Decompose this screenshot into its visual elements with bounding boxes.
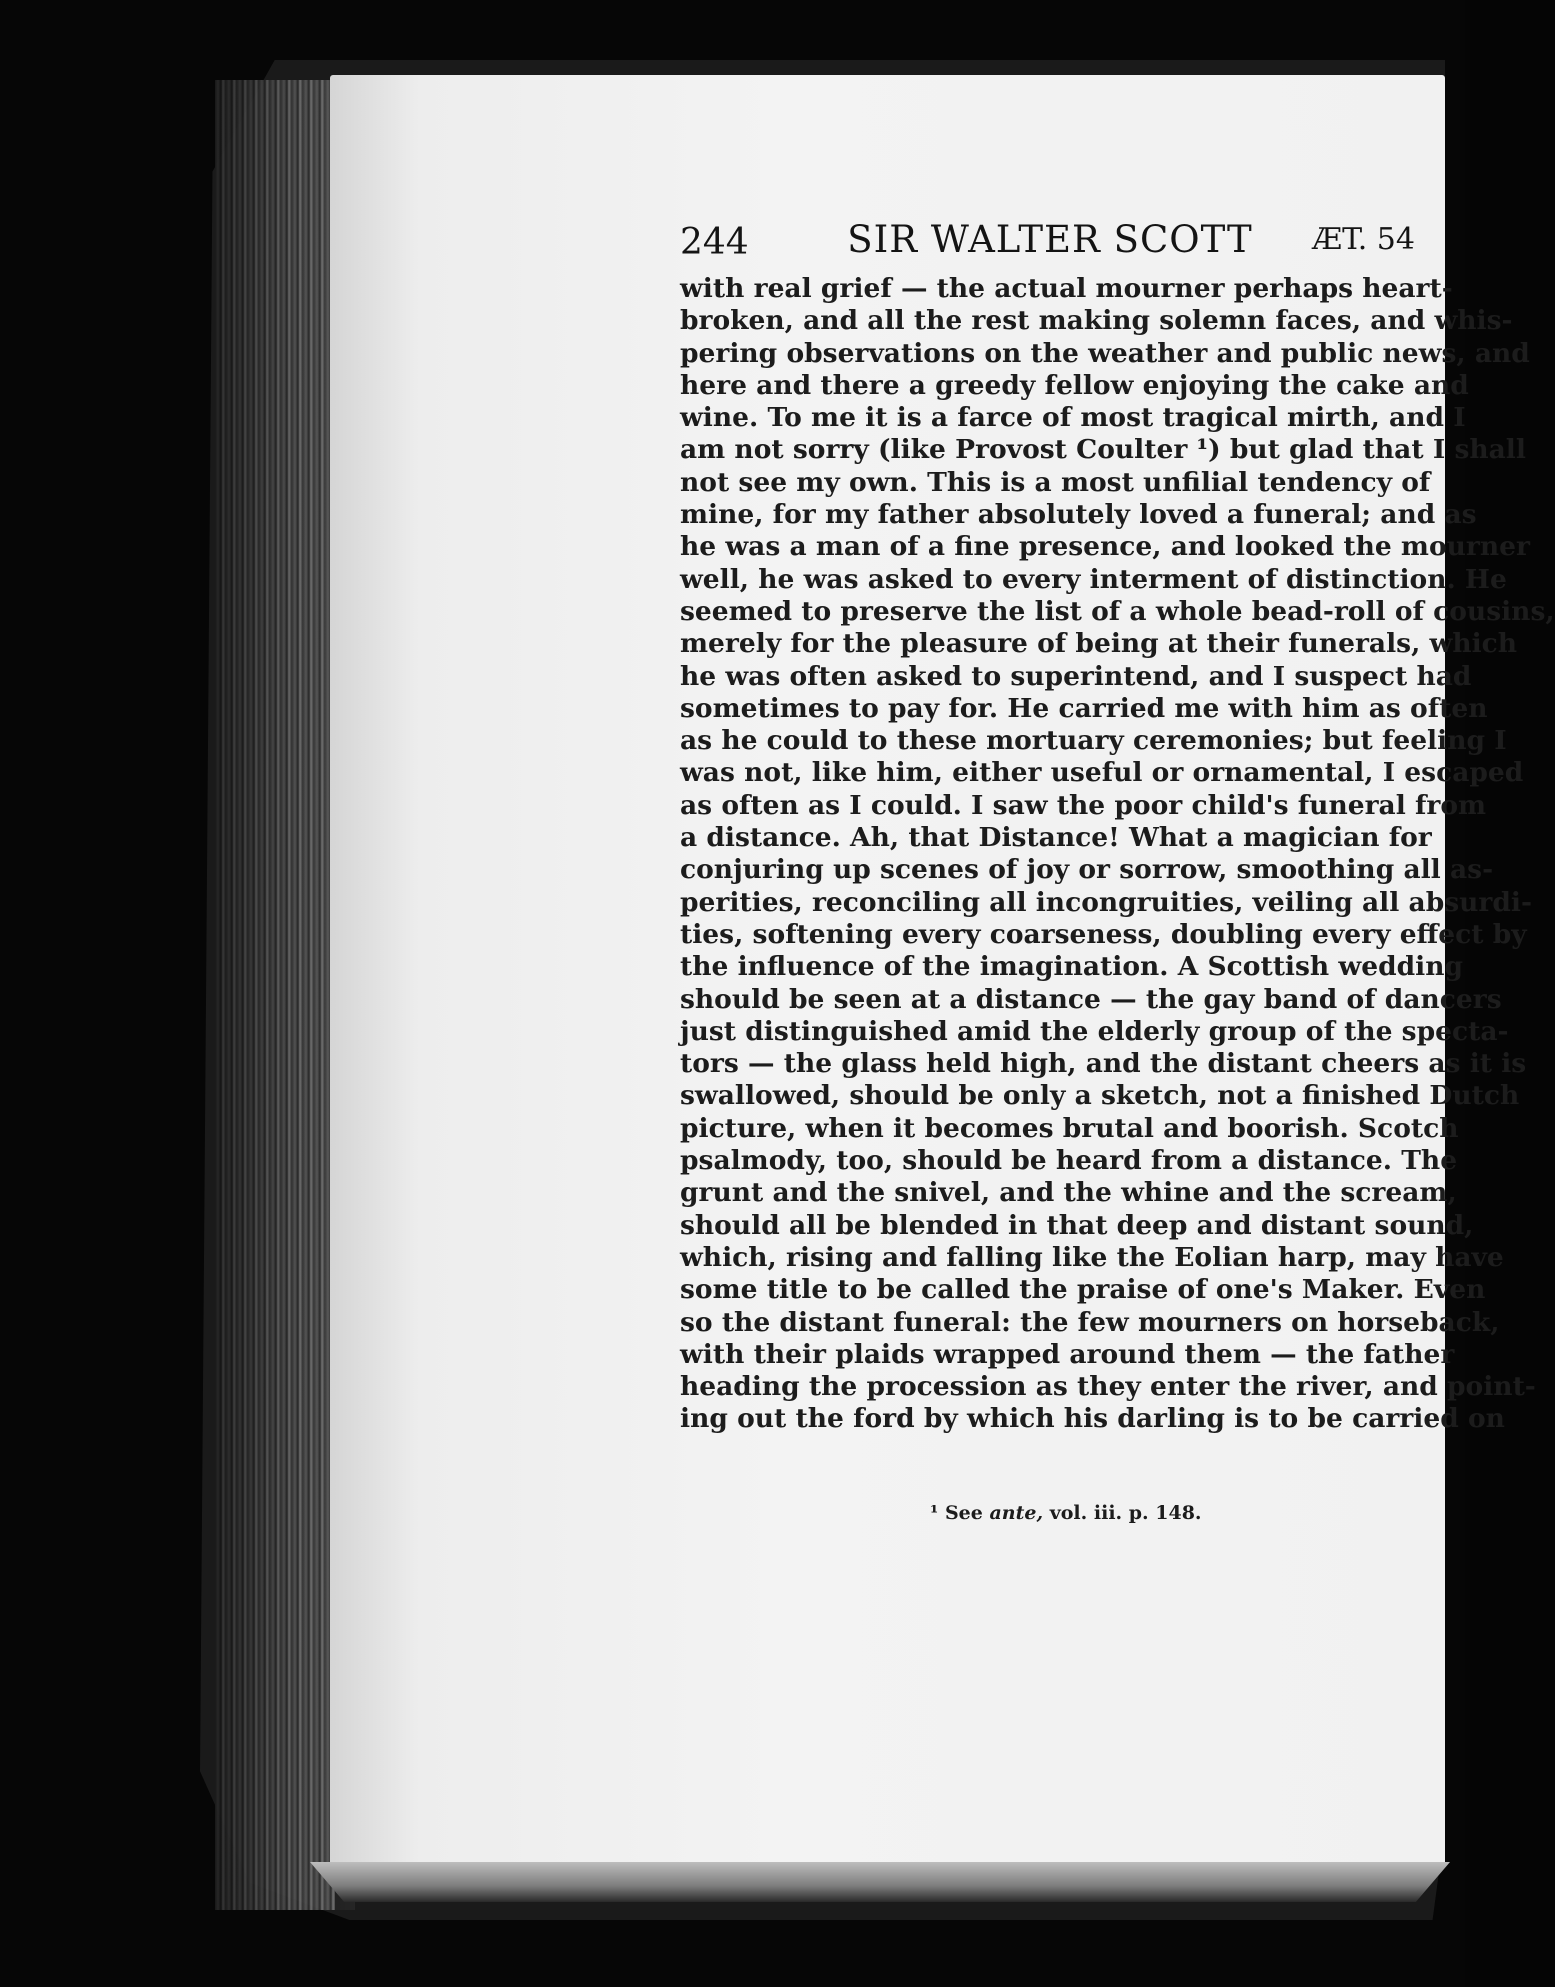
text-line: as often as I could. I saw the poor child's funeral from [680,789,1487,821]
text-line: not see my own. This is a most unfilial tendency of [680,466,1431,498]
age-marker: ÆT. 54 [1312,222,1415,257]
footnote-text-ante: ante, [989,1502,1044,1524]
text-line: just distinguished amid the elderly group of the specta- [680,1015,1509,1047]
text-line: which, rising and falling like the Eolian harp, may have [680,1241,1504,1273]
footnote-marker: ¹ [930,1502,939,1524]
text-line: a distance. Ah, that Distance! What a magician for [680,822,1432,854]
text-line: sometimes to pay for. He carried me with him as often [680,692,1488,724]
text-line: conjuring up scenes of joy or sorrow, smoothing all as- [680,854,1494,886]
text-line: psalmody, too, should be heard from a distance. The [680,1145,1458,1177]
text-line: pering observations on the weather and public news, and [680,337,1530,369]
text-line: wine. To me it is a farce of most tragical mirth, and I [680,402,1466,434]
text-line: the influence of the imagination. A Scottish wedding [680,951,1464,983]
footnote-text-reference: vol. iii. p. 148. [1049,1502,1202,1524]
text-line: am not sorry (like Provost Coulter ¹) but glad that I shall [680,434,1526,466]
footnote [930,1502,1230,1524]
text-line: here and there a greedy fellow enjoying the cake and [680,369,1469,401]
text-line: well, he was asked to every interment of distinction. He [680,563,1507,595]
text-line: seemed to preserve the list of a whole bead-roll of cousins, [680,595,1555,627]
text-line: with their plaids wrapped around them — the father [680,1338,1455,1370]
text-line: merely for the pleasure of being at their funerals, which [680,628,1518,660]
text-line: with real grief — the actual mourner perhaps heart- [680,273,1453,304]
text-line: some title to be called the praise of one's Maker. Even [680,1274,1486,1306]
text-line: should be seen at a distance — the gay band of dancers [680,983,1502,1015]
text-line: broken, and all the rest making solemn faces, and whis- [680,305,1513,337]
text-line: ties, softening every coarseness, doubling every effect by [680,918,1527,950]
text-line: should all be blended in that deep and distant sound, [680,1209,1474,1241]
running-header [680,218,1415,264]
text-line: perities, reconciling all incongruities, veiling all absurdi- [680,886,1532,918]
body-text [680,273,1555,1436]
footnote-text-see: See [944,1502,983,1524]
text-line: picture, when it becomes brutal and boorish. Scotch [680,1112,1459,1144]
text-line: mine, for my father absolutely loved a funeral; and as [680,499,1477,531]
text-line: tors — the glass held high, and the distant cheers as it is [680,1048,1527,1080]
text-line: he was a man of a fine presence, and looked the mourner [680,531,1530,563]
page-number: 244 [680,222,749,263]
text-line: he was often asked to superintend, and I suspect had [680,660,1472,692]
text-line: swallowed, should be only a sketch, not a finished Dutch [680,1080,1520,1112]
page-bottom-edge [310,1862,1450,1902]
text-line: was not, like him, either useful or ornamental, I escaped [680,757,1524,789]
text-line: as he could to these mortuary ceremonies; but feeling I [680,725,1507,757]
text-line: grunt and the snivel, and the whine and the scream, [680,1177,1457,1209]
text-line: ing out the ford by which his darling is to be carried on [680,1403,1505,1435]
text-line: so the distant funeral: the few mourners on horseback, [680,1306,1500,1338]
text-line: heading the procession as they enter the river, and point- [680,1371,1536,1403]
running-title: SIR WALTER SCOTT [847,218,1253,261]
